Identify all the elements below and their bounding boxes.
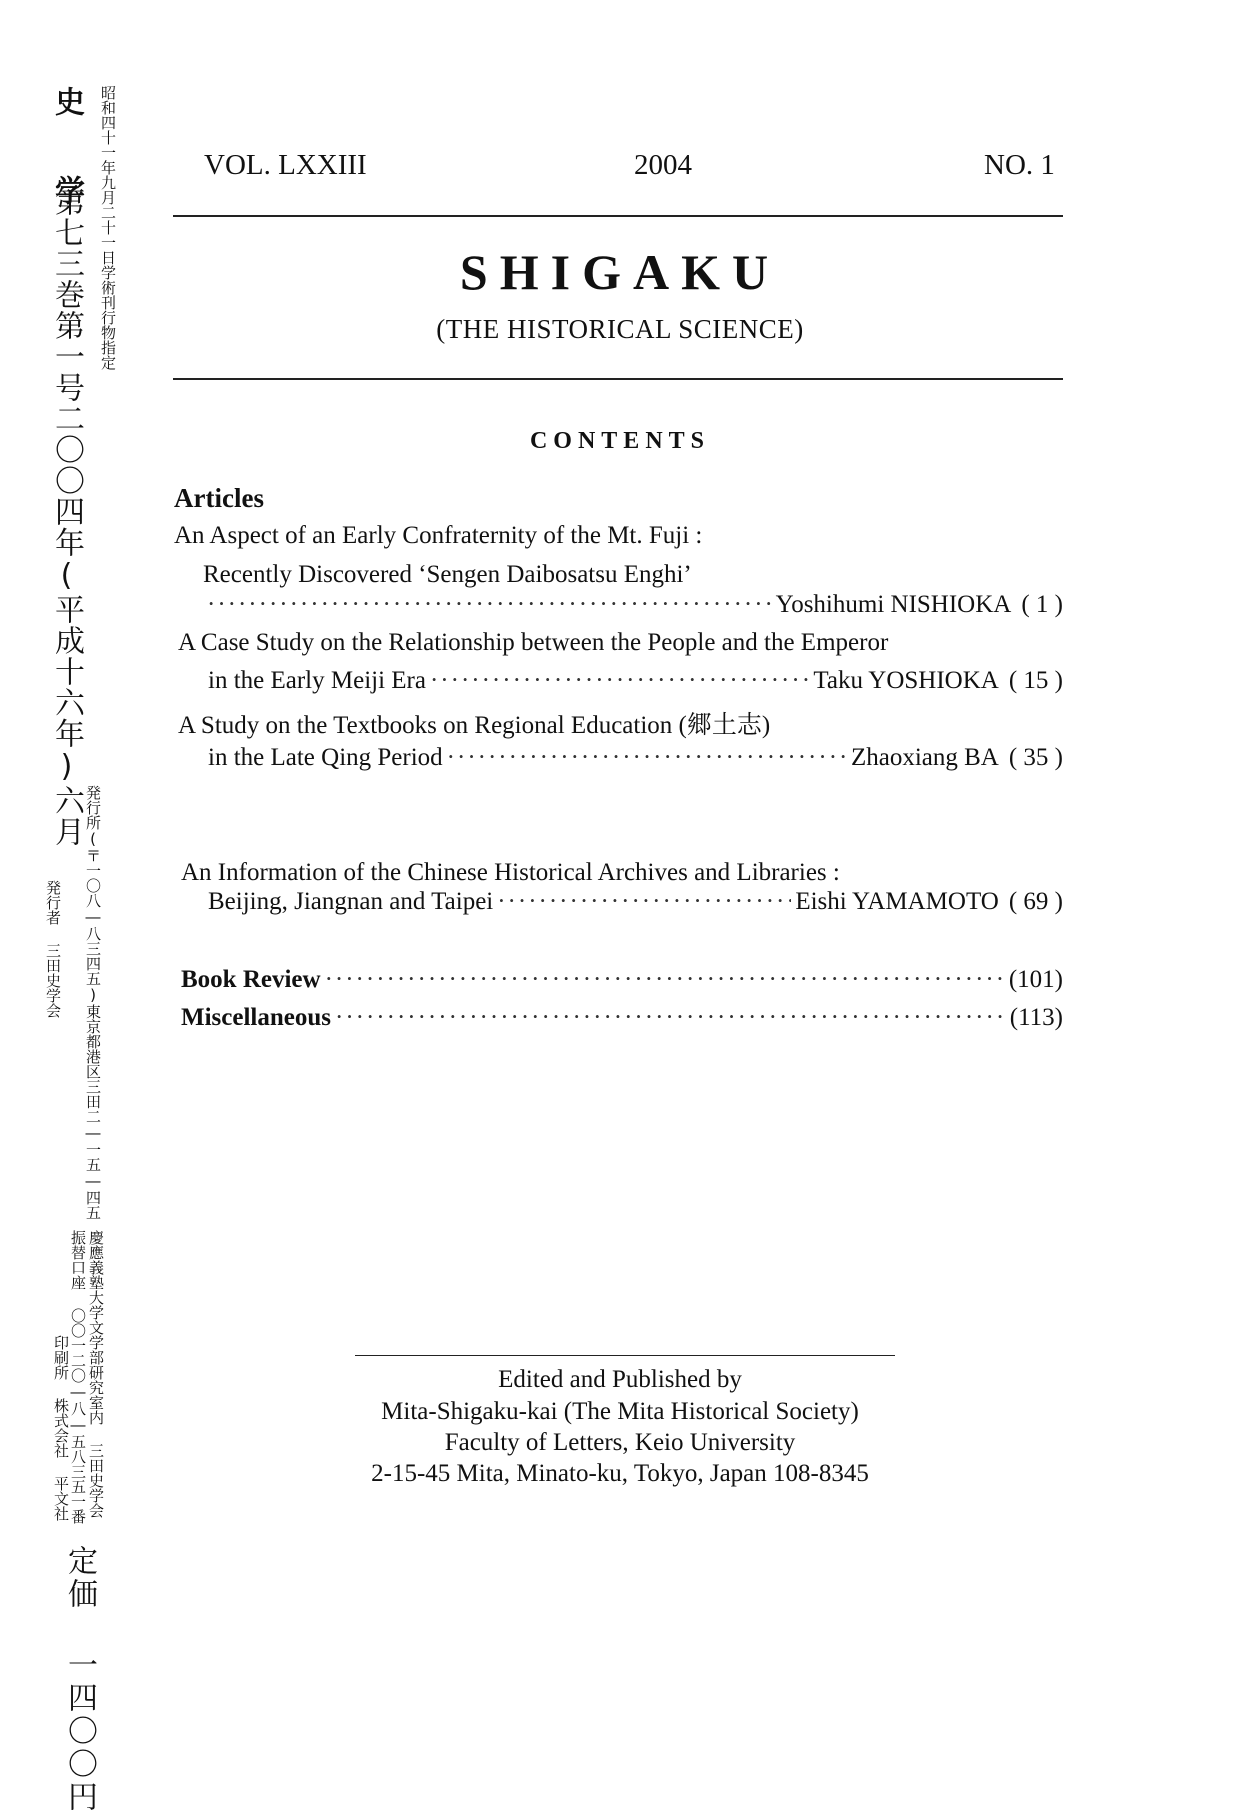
year-label: 2004	[634, 149, 692, 181]
spine-transfer-account: 振替口座 〇〇一二〇―八―五八三五一番	[69, 1230, 87, 1524]
report-author-row	[208, 888, 1063, 916]
article-2-author-row	[208, 667, 1063, 695]
contents-heading: CONTENTS	[529, 428, 711, 454]
article-1-title-line2: Recently Discovered ‘Sengen Daibosatsu Enghi’	[203, 561, 692, 588]
report-author: Eishi YAMAMOTO	[795, 888, 999, 915]
articles-heading: Articles	[174, 483, 264, 513]
report-page: ( 69 )	[1008, 888, 1063, 915]
article-2-author: Taku YOSHIOKA	[813, 667, 999, 694]
article-3-page: ( 35 )	[1008, 744, 1063, 771]
article-2-title-line2: in the Early Meiji Era	[208, 667, 426, 694]
spine-printer: 印刷所 株式会社 平文社	[52, 1335, 70, 1521]
article-3-author-row	[208, 744, 1063, 772]
report-title-line2: Beijing, Jiangnan and Taipei	[208, 888, 494, 915]
imprint-line-2: Mita-Shigaku-kai (The Mita Historical Society)	[381, 1398, 859, 1425]
report-title-line1: An Information of the Chinese Historical Archives and Libraries :	[181, 859, 840, 886]
article-1-author-row	[203, 591, 1063, 619]
article-1-title-line1: An Aspect of an Early Confraternity of the Mt. Fuji :	[174, 522, 703, 549]
dot-leader	[207, 591, 772, 619]
miscellaneous-label: Miscellaneous	[181, 1004, 331, 1031]
dot-leader	[335, 1004, 1006, 1032]
spine-keio-address: 慶應義塾大学文学部研究室内 三田史学会	[87, 1230, 105, 1518]
journal-title: SHIGAKU	[459, 244, 781, 300]
book-review-row	[181, 966, 1063, 994]
issue-label: NO. 1	[984, 149, 1055, 181]
imprint-line-1: Edited and Published by	[498, 1366, 742, 1393]
dot-leader	[497, 888, 791, 916]
article-1-page: ( 1 )	[1021, 591, 1063, 618]
spine-publisher: 発行者 三田史学会	[44, 880, 62, 1018]
book-review-label: Book Review	[181, 966, 321, 993]
spine-publishing-office: 発行所(〒一〇八―八三四五)東京都港区三田二―一五―四五	[84, 785, 102, 1220]
spine-journal-title: 史 学	[49, 86, 84, 217]
spine-volume-info: 第七三巻第一号二〇〇四年(平成十六年)六月	[49, 186, 84, 847]
article-3-title-line2: in the Late Qing Period	[208, 744, 443, 771]
spine-price: 定価 一四〇〇円	[62, 1545, 97, 1814]
book-review-page: (101)	[1008, 966, 1063, 993]
title-divider	[173, 378, 1063, 380]
dot-leader	[325, 966, 1005, 994]
imprint-divider	[355, 1355, 895, 1356]
article-2-title-line1: A Case Study on the Relationship between the People and the Emperor	[178, 629, 889, 656]
imprint-line-3: Faculty of Letters, Keio University	[444, 1429, 796, 1456]
header-divider	[173, 215, 1063, 217]
dot-leader	[447, 744, 847, 772]
article-2-page: ( 15 )	[1008, 667, 1063, 694]
spine-designation-note: 昭和四十一年九月二十一日学術刊行物指定	[99, 85, 117, 370]
imprint-line-4: 2-15-45 Mita, Minato-ku, Tokyo, Japan 108-8345	[371, 1460, 869, 1487]
journal-subtitle: (THE HISTORICAL SCIENCE)	[436, 314, 804, 344]
article-1-author: Yoshihumi NISHIOKA	[775, 591, 1012, 618]
miscellaneous-page: (113)	[1009, 1004, 1063, 1031]
article-3-author: Zhaoxiang BA	[850, 744, 999, 771]
article-3-title-line1: A Study on the Textbooks on Regional Education (郷土志)	[178, 712, 771, 739]
miscellaneous-row	[181, 1004, 1063, 1032]
dot-leader	[430, 667, 809, 695]
volume-label: VOL. LXXIII	[204, 149, 367, 181]
